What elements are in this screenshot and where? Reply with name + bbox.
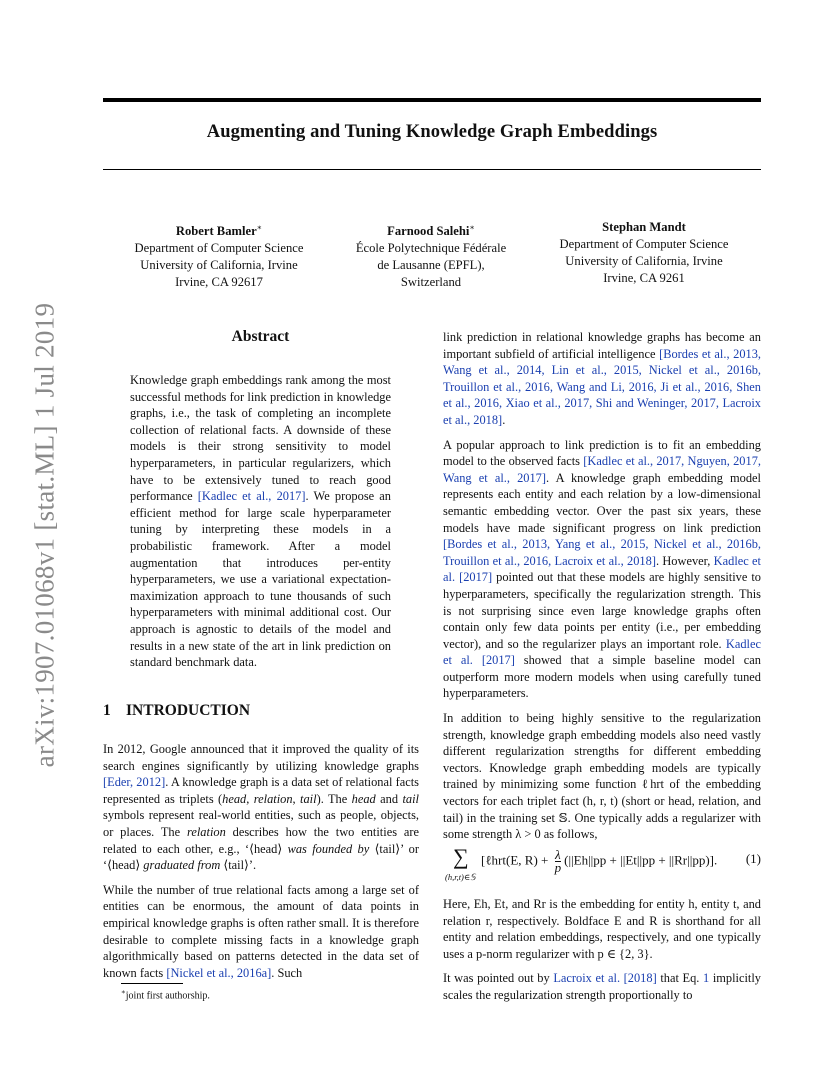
citation-link[interactable]: Kadlec et al. [2017]	[443, 636, 761, 668]
abstract-text: Knowledge graph embeddings rank among the most successful methods for link prediction in knowledge graphs, i.e., the task of completing an incomplete collection of relational facts. A downside of these models is their strong sensitivity to model hyperparameters, in particular regularizers, which have to be extensively tuned to reach good performance [Kadlec et al., 2017]. We propose an efficient method for large scale hyperparameter tuning by interpreting these models in a probabilistic framework. After a model augmentation that introduces per-entity hyperparameters, we use a variational expectation-maximization approach to tune thousands of such hyperparameters with minimal additional cost. Our approach is agnostic to details of the model and results in a new state of the art in link prediction on standard benchmark data.	[130, 373, 392, 670]
author-name: Stephan Mandt	[602, 220, 686, 234]
citation-link[interactable]: Kadlec et al. [2017]	[443, 553, 761, 585]
right-column-body-top	[443, 329, 761, 851]
citation-link[interactable]: [Kadlec et al., 2017]	[197, 489, 306, 504]
lambda-over-p: $\frac{\lambda}{p}$	[554, 847, 562, 875]
author-affiliation-line: Department of Computer Science	[134, 241, 304, 256]
citation-link[interactable]: [Bordes et al., 2013, Yang et al., 2015, Nickel et al., 2016b, Trouillon et al., 2016, Lacroix et al., 2018]	[443, 537, 761, 568]
author-block-1	[114, 219, 324, 291]
author-affiliation-line: Switzerland	[400, 275, 462, 290]
title-top-rule	[103, 98, 761, 102]
paper-title: Augmenting and Tuning Knowledge Graph Embeddings	[206, 122, 658, 142]
paragraph: A popular approach to link prediction is to fit an embedding model to the observed facts [Kadlec et al., 2017, Nguyen, 2017, Wang et al., 2017]. A knowledge graph embedding model represents each entity and each relation by a low-dimensional semantic embedding vector. Over the past six years, these models have made significant progress on link prediction [Bordes et al., 2013, Yang et al., 2015, Nickel et al., 2016b, Trouillon et al., 2016, Lacroix et al., 2018]. However, Kadlec et al. [2017] pointed out that these models are highly sensitive to hyperparameters, specifically the regularization strength. This is not surprising since even large knowledge graphs often contain only few data points per entity (i.e., per embedding vector), and so the regularizer plays an important role. Kadlec et al. [2017] showed that a simple baseline model can outperform more modern models when using carefully tuned hyperparameters.	[443, 437, 762, 701]
title-bottom-rule	[103, 169, 761, 170]
author-name: Farnood Salehi∗	[387, 223, 475, 239]
author-affiliation-line: École Polytechnique Fédérale	[355, 241, 507, 256]
paragraph: In addition to being highly sensitive to the regularization strength, knowledge graph embedding models also need vastly different regularization strengths for different embedding vectors. Knowledge graph embedding models are typically trained by minimizing some function ℓhrt of the embedding vectors for each triplet fact (h, r, t) (short or head, relation, and tail) in the training set 𝕊. One typically adds a regularizer with some strength λ > 0 as follows,	[443, 711, 761, 842]
paragraph: It was pointed out by Lacroix et al. [2018] that Eq. 1 implicitly scales the regularization strength proportionally to	[443, 971, 762, 1002]
equation-body: [ℓhrt(E, R) + $\frac{\lambda}{p}$ (||Eh||pp + ||Et||pp + ||Rr||pp)].	[481, 847, 718, 875]
summation-symbol: ∑	[453, 844, 469, 869]
paragraph: link prediction in relational knowledge graphs has become an important subfield of artificial intelligence [Bordes et al., 2013, Wang et al., 2014, Lin et al., 2015, Nickel et al., 2016b, Trouillon et al., 2016, Wang and Li, 2016, Ji et al., 2016, Shen et al., 2016, Xiao et al., 2017, Shi and Weninger, 2017, Lacroix et al., 2018].	[443, 330, 761, 427]
right-column-body-bottom	[443, 896, 761, 1012]
abstract-heading: Abstract	[231, 328, 290, 345]
arxiv-identifier: arXiv:1907.01068v1 [stat.ML] 1 Jul 2019	[29, 302, 60, 768]
citation-link[interactable]: [Bordes et al., 2013, Wang et al., 2014, Lin et al., 2015, Nickel et al., 2016b, Trouillon et al., 2016, Wang and Li, 2016, Ji et al., 2016, Shen et al., 2016, Xiao et al., 2017, Shi and Weninger, 2017, Lacroix et al., 2018]	[443, 346, 761, 427]
author-affiliation-line: de Lausanne (EPFL),	[377, 258, 485, 273]
author-block-2	[326, 219, 536, 291]
author-affiliation-line: Irvine, CA 9261	[603, 271, 685, 285]
author-affiliation-line: Department of Computer Science	[559, 237, 729, 251]
citation-link[interactable]: [Eder, 2012]	[103, 775, 166, 790]
equation-number: (1)	[745, 851, 761, 866]
citation-link[interactable]: Lacroix et al. [2018]	[553, 971, 657, 986]
paragraph: In 2012, Google announced that it improved the quality of its search engines significantly by utilizing knowledge graphs [Eder, 2012]. A knowledge graph is a data set of relational facts represented as triplets (head, relation, tail). The head and tail symbols represent real-world entities, such as people, objects, or places. The relation describes how the two entities are related to each other, e.g., ‘⟨head⟩ was founded by ⟨tail⟩’ or ‘⟨head⟩ graduated from ⟨tail⟩’.	[103, 742, 420, 873]
paragraph: While the number of true relational facts among a large set of entities can be enormous, the amount of data points in empirical knowledge graphs is often rather small. It is therefore desirable to complete missing facts in a knowledge graph algorithmically based on patterns detected in the data set of known facts [Nickel et al., 2016a]. Such	[103, 882, 419, 980]
section-heading: 1 INTRODUCTION	[103, 702, 251, 719]
equation-1	[443, 842, 761, 888]
author-affiliation-line: University of California, Irvine	[565, 254, 723, 268]
citation-link[interactable]: [Nickel et al., 2016a]	[166, 965, 272, 980]
footnote: ∗joint first authorship.	[121, 988, 210, 1002]
footnote-rule	[121, 983, 183, 984]
summation-subscript: (h,r,t)∈𝕊	[445, 872, 476, 882]
equation-reference-link[interactable]: 1	[703, 971, 710, 986]
citation-link[interactable]: [Kadlec et al., 2017, Nguyen, 2017, Wang et al., 2017]	[443, 454, 761, 485]
left-column-body	[103, 741, 419, 989]
author-affiliation-line: University of California, Irvine	[140, 258, 298, 273]
paragraph: Here, Eh, Et, and Rr is the embedding for entity h, entity t, and relation r, respectively. Boldface E and R is shorthand for all entity and relation embeddings, respectively, and one typically uses a p-norm regularizer with p ∈ {2, 3}.	[443, 897, 761, 961]
author-name: Robert Bamler∗	[175, 223, 263, 239]
author-block-3	[539, 219, 749, 287]
author-affiliation-line: Irvine, CA 92617	[175, 275, 263, 290]
